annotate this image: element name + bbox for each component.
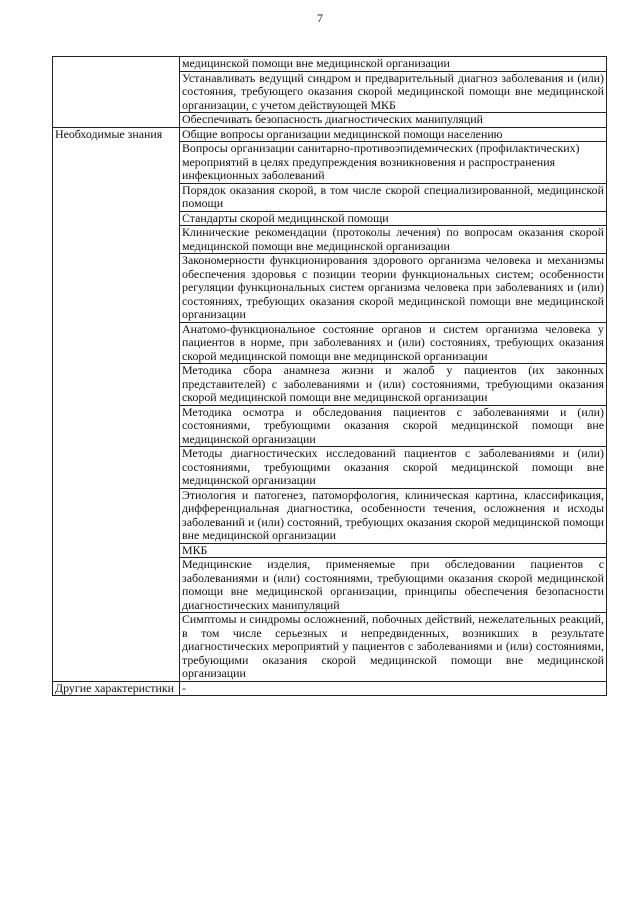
- knowledge-item: Анатомо-функциональное состояние органов и систем организма человека у пациентов в норме, при заболеваниях и (или) состояниях, требующих оказания скорой медицинской помощи вне медицинской организации: [180, 322, 607, 364]
- knowledge-item: Методы диагностических исследований пациентов с заболеваниями и (или) состояниями, требующими оказания скорой медицинской помощи вне медицинской организации: [180, 447, 607, 489]
- page-number: 7: [317, 11, 323, 25]
- knowledge-item: Методика сбора анамнеза жизни и жалоб у пациентов (их законных представителей) с заболеваниями и (или) состояниями, требующими оказания скорой медицинской помощи вне медицинской организации: [180, 364, 607, 406]
- skill-item: медицинской помощи вне медицинской организации: [180, 57, 607, 72]
- requirements-table: [52, 56, 607, 696]
- knowledge-item: Этиология и патогенез, патоморфология, клиническая картина, классификация, дифференциальная диагностика, особенности течения, осложнения и исходы заболеваний и (или) состояний, требующих оказания скорой медицинской помощи вне медицинской организации: [180, 488, 607, 543]
- knowledge-item: Клинические рекомендации (протоколы лечения) по вопросам оказания скорой медицинской помощи вне медицинской организации: [180, 226, 607, 254]
- knowledge-item: Закономерности функционирования здорового организма человека и механизмы обеспечения здоровья с позиции теории функциональных систем; особенности регуляции функциональных систем организма человека при заболеваниях и (или) состояниях, требующих оказания скорой медицинской помощи вне медицинской организации: [180, 254, 607, 323]
- knowledge-item: МКБ: [180, 543, 607, 558]
- table-row: [53, 681, 607, 696]
- knowledge-item: Медицинские изделия, применяемые при обследовании пациентов с заболеваниями и (или) состояниями, требующими оказания скорой медицинской помощи вне медицинской организации, принципы обеспечения безопасности диагностических манипуляций: [180, 558, 607, 613]
- knowledge-item: Вопросы организации санитарно-противоэпидемических (профилактических) мероприятий в целях предупреждения возникновения и распространения инфекционных заболеваний: [180, 142, 607, 184]
- continued-label-cell: [53, 57, 180, 128]
- knowledge-item: Симптомы и синдромы осложнений, побочных действий, нежелательных реакций, в том числе серьезных и непредвиденных, возникших в результате диагностических мероприятий у пациентов с заболеваниями и (или) состояниями, требующими оказания скорой медицинской помощи вне медицинской организации: [180, 613, 607, 682]
- table-row: [53, 127, 607, 142]
- skill-item: Устанавливать ведущий синдром и предварительный диагноз заболевания и (или) состояния, требующего оказания скорой медицинской помощи вне медицинской организации, с учетом действующей МКБ: [180, 71, 607, 113]
- knowledge-label: Необходимые знания: [53, 127, 180, 681]
- knowledge-item: Стандарты скорой медицинской помощи: [180, 211, 607, 226]
- skill-item: Обеспечивать безопасность диагностических манипуляций: [180, 113, 607, 128]
- knowledge-item: Общие вопросы организации медицинской помощи населению: [180, 127, 607, 142]
- other-characteristics-value: -: [180, 681, 607, 696]
- knowledge-item: Порядок оказания скорой, в том числе скорой специализированной, медицинской помощи: [180, 183, 607, 211]
- other-characteristics-label: Другие характеристики: [53, 681, 180, 696]
- knowledge-item: Методика осмотра и обследования пациентов с заболеваниями и (или) состояниями, требующими оказания скорой медицинской помощи вне медицинской организации: [180, 405, 607, 447]
- table-row: [53, 57, 607, 72]
